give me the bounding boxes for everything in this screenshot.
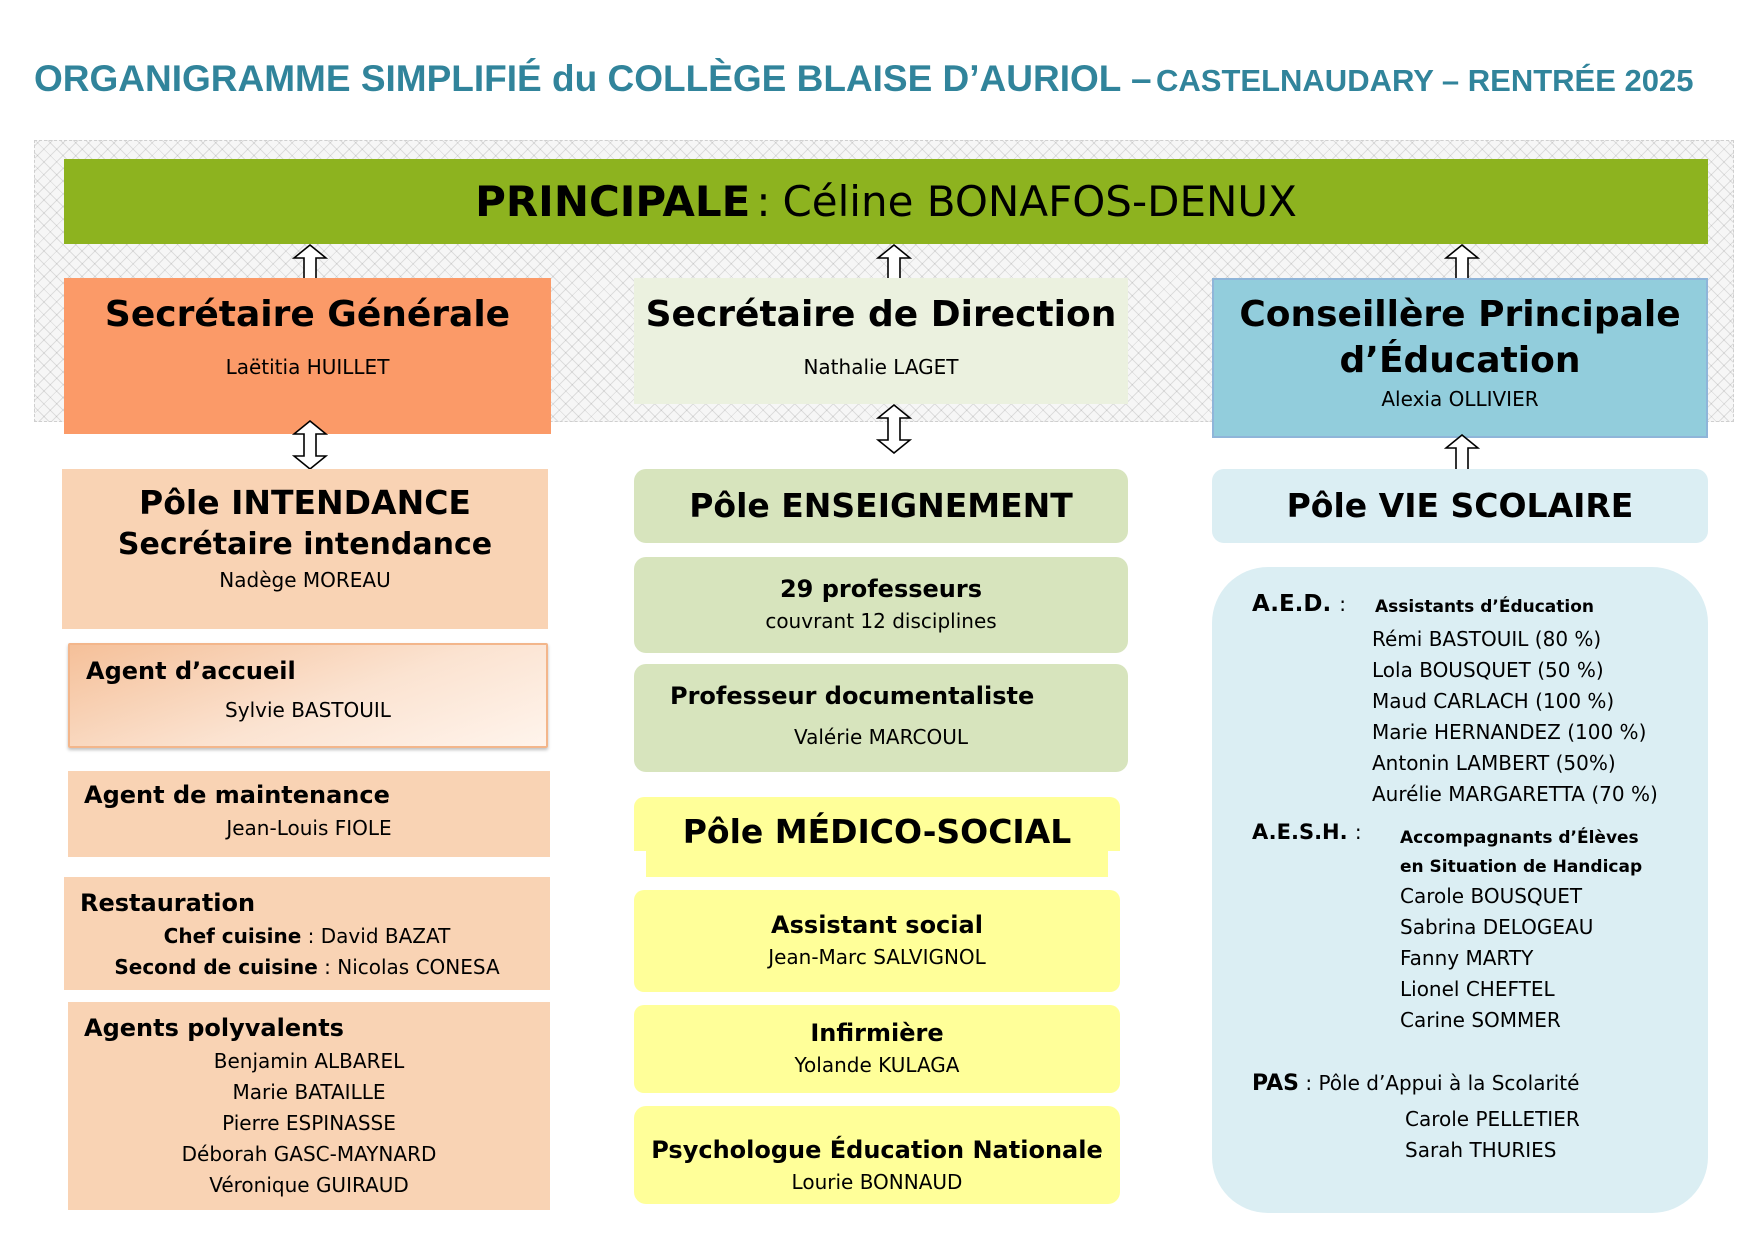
aed-description: Assistants d’Éducation <box>1375 597 1594 617</box>
principal-name: Céline BONAFOS-DENUX <box>782 177 1297 226</box>
list-item: Marie BATAILLE <box>232 1080 386 1104</box>
secretaire-generale-box <box>64 278 551 434</box>
accueil-box <box>68 643 548 748</box>
documentaliste-box <box>634 664 1128 772</box>
intendance-subtitle: Secrétaire intendance <box>117 527 493 562</box>
list-item: Pierre ESPINASSE <box>222 1111 396 1135</box>
psychologue-title: Psychologue Éducation Nationale <box>651 1136 1103 1164</box>
restauration-box <box>64 877 550 990</box>
aesh-list <box>1400 881 1593 1036</box>
aesh-label-line <box>1252 820 1362 844</box>
vie-scolaire-box <box>1212 469 1708 543</box>
list-item: Sarah THURIES <box>1405 1138 1557 1162</box>
cpe-box <box>1212 278 1708 438</box>
pas-description: : Pôle d’Appui à la Scolarité <box>1305 1071 1580 1095</box>
list-item: Benjamin ALBAREL <box>213 1049 405 1073</box>
list-item: Carole BOUSQUET <box>1400 884 1583 908</box>
chef-cuisine-line <box>64 921 550 952</box>
aed-label-line <box>1252 591 1346 617</box>
secretaire-generale-name: Laëtitia HUILLET <box>225 355 390 379</box>
aesh-description-line1: Accompagnants d’Élèves <box>1400 828 1639 848</box>
maintenance-name: Jean-Louis FIOLE <box>226 816 392 840</box>
polyvalents-title: Agents polyvalents <box>84 1014 344 1042</box>
psychologue-box <box>634 1106 1120 1204</box>
double-arrow-icon <box>876 404 912 454</box>
chef-cuisine-label: Chef cuisine <box>163 924 302 948</box>
documentaliste-name: Valérie MARCOUL <box>793 725 968 749</box>
polyvalents-list <box>68 1046 550 1201</box>
restauration-title: Restauration <box>80 889 256 917</box>
maintenance-box <box>68 771 550 857</box>
psychologue-name: Lourie BONNAUD <box>791 1170 963 1194</box>
aesh-colon: : <box>1354 820 1362 844</box>
secretaire-direction-name: Nathalie LAGET <box>803 355 959 379</box>
list-item: Antonin LAMBERT (50%) <box>1372 751 1616 775</box>
enseignement-title: Pôle ENSEIGNEMENT <box>689 486 1073 525</box>
list-item: Marie HERNANDEZ (100 %) <box>1372 720 1647 744</box>
double-arrow-icon <box>292 420 328 470</box>
medico-title: Pôle MÉDICO-SOCIAL <box>682 812 1072 851</box>
list-item: Rémi BASTOUIL (80 %) <box>1372 627 1602 651</box>
aesh-description-line2: en Situation de Handicap <box>1400 857 1643 877</box>
title-part1: ORGANIGRAMME SIMPLIFIÉ du COLLÈGE BLAISE D’AURIOL – <box>34 58 1152 99</box>
documentaliste-title: Professeur documentaliste <box>670 682 1035 710</box>
list-item: Lola BOUSQUET (50 %) <box>1372 658 1604 682</box>
accueil-name: Sylvie BASTOUIL <box>225 698 391 722</box>
intendance-name: Nadège MOREAU <box>219 568 391 592</box>
second-cuisine-line <box>64 952 550 983</box>
assistant-social-title: Assistant social <box>771 911 983 939</box>
pas-list <box>1405 1104 1580 1166</box>
second-cuisine-label: Second de cuisine <box>114 955 318 979</box>
principal-separator: : <box>756 177 771 226</box>
medico-title-wrap <box>634 805 1120 859</box>
secretaire-generale-title: Secrétaire Générale <box>104 294 511 335</box>
cpe-title-line1: Conseillère Principale <box>1239 294 1681 335</box>
cpe-name: Alexia OLLIVIER <box>1381 387 1539 411</box>
principal-box <box>64 159 1708 244</box>
list-item: Lionel CHEFTEL <box>1400 977 1555 1001</box>
professeurs-detail: couvrant 12 disciplines <box>765 609 997 633</box>
professeurs-box <box>634 557 1128 653</box>
intendance-box <box>62 469 548 629</box>
enseignement-box <box>634 469 1128 543</box>
vie-scolaire-title: Pôle VIE SCOLAIRE <box>1286 486 1634 525</box>
secretaire-direction-box <box>634 278 1128 404</box>
infirmiere-box <box>634 1005 1120 1093</box>
second-cuisine-name: : Nicolas CONESA <box>324 955 500 979</box>
accueil-title: Agent d’accueil <box>86 657 296 685</box>
list-item: Maud CARLACH (100 %) <box>1372 689 1615 713</box>
list-item: Fanny MARTY <box>1400 946 1534 970</box>
list-item: Carine SOMMER <box>1400 1008 1561 1032</box>
list-item: Carole PELLETIER <box>1405 1107 1580 1131</box>
title-part2: CASTELNAUDARY – RENTRÉE 2025 <box>1156 63 1694 98</box>
page-title <box>34 58 1734 108</box>
cpe-title-line2: d’Éducation <box>1339 340 1581 381</box>
assistant-social-box <box>634 890 1120 992</box>
assistant-social-name: Jean-Marc SALVIGNOL <box>768 945 986 969</box>
polyvalents-box <box>68 1002 550 1210</box>
aed-colon: : <box>1339 592 1347 616</box>
maintenance-title: Agent de maintenance <box>84 781 390 809</box>
aed-list <box>1372 624 1658 810</box>
secretaire-direction-title: Secrétaire de Direction <box>645 294 1117 335</box>
infirmiere-name: Yolande KULAGA <box>794 1053 960 1077</box>
list-item: Sabrina DELOGEAU <box>1400 915 1594 939</box>
principal-label: PRINCIPALE <box>475 177 751 226</box>
aesh-label: A.E.S.H. <box>1252 820 1348 844</box>
vie-scolaire-details <box>1212 567 1708 1213</box>
aed-label: A.E.D. <box>1252 591 1332 617</box>
professeurs-title: 29 professeurs <box>779 575 983 603</box>
list-item: Déborah GASC-MAYNARD <box>181 1142 437 1166</box>
infirmiere-title: Infirmière <box>810 1019 944 1047</box>
list-item: Véronique GUIRAUD <box>209 1173 409 1197</box>
pas-label: PAS <box>1252 1071 1299 1096</box>
intendance-title: Pôle INTENDANCE <box>139 483 471 522</box>
aesh-description <box>1400 824 1642 882</box>
chef-cuisine-name: : David BAZAT <box>307 924 451 948</box>
pas-line <box>1252 1071 1579 1096</box>
list-item: Aurélie MARGARETTA (70 %) <box>1372 782 1658 806</box>
